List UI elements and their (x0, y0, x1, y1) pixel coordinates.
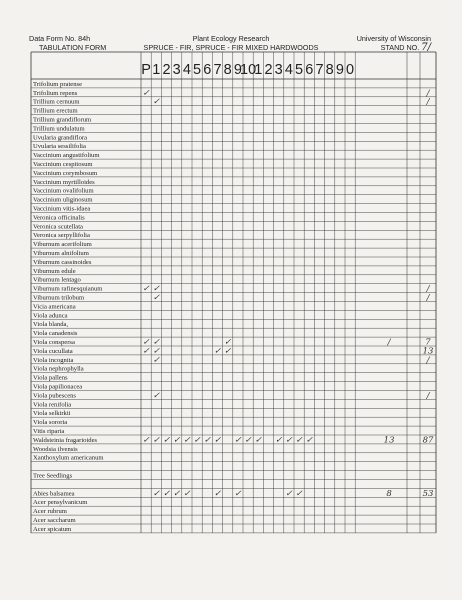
species-label: Viola pubescens (33, 392, 77, 400)
check-mark: ✓ (152, 488, 160, 499)
species-label: Woodsia ilvensis (33, 445, 78, 453)
column-header: 1 (254, 62, 263, 78)
check-mark: ✓ (213, 488, 222, 499)
check-mark: ✓ (183, 435, 191, 446)
species-label: Uvularia sessilifolia (33, 143, 86, 151)
species-label: Viola incognita (33, 356, 74, 364)
species-label: Vitis riparia (33, 428, 65, 435)
species-label: Waldsteinia fragarioides (33, 436, 98, 444)
check-mark: ✓ (152, 390, 160, 401)
check-mark: ✓ (224, 337, 232, 348)
column-header: 5 (193, 62, 202, 78)
check-mark: ✓ (193, 435, 201, 446)
species-label: Viburnum rafinesquianum (33, 285, 103, 293)
species-label: Viola renifolia (33, 401, 72, 409)
stand-value: 7/ (421, 42, 431, 53)
column-header: 7 (315, 62, 324, 78)
tally-frequency: 8 (386, 488, 392, 499)
check-mark: ✓ (142, 284, 150, 295)
check-mark: ✓ (275, 435, 283, 446)
species-label: Viola cucullata (33, 347, 73, 355)
column-header: 8 (223, 62, 232, 78)
species-label: Viburnum lentago (33, 276, 81, 284)
check-mark: ✓ (213, 346, 222, 357)
check-mark: ✓ (152, 97, 160, 108)
column-header: 3 (172, 62, 181, 78)
column-header: 4 (182, 62, 191, 78)
tally-frequency: 13 (383, 435, 395, 446)
species-label: Viola conspersa (33, 339, 75, 346)
tally-total: 53 (422, 488, 434, 499)
species-label: Vaccinium angustifolium (33, 152, 100, 160)
column-header: 6 (305, 62, 314, 78)
column-header: 2 (264, 62, 273, 78)
species-label: Acer pensylvanicum (33, 499, 88, 507)
species-label: Viola papilionacea (33, 383, 83, 391)
species-label: Trifolium pratense (33, 80, 83, 88)
species-label: Vaccinium corymbosum (33, 169, 98, 177)
check-mark: ✓ (234, 488, 242, 499)
species-label: Veronica scutellata (33, 223, 83, 231)
column-header: 7 (213, 62, 222, 78)
species-label: Trillium erectum (33, 107, 78, 115)
species-label: Trillium grandiflorum (33, 116, 92, 124)
check-mark: ✓ (285, 488, 293, 499)
column-header: 4 (284, 62, 293, 78)
check-mark: ✓ (142, 88, 150, 99)
column-header: P (141, 62, 151, 78)
species-label: Abies balsamea (33, 490, 75, 498)
check-mark: ✓ (173, 435, 181, 446)
check-mark: ✓ (142, 346, 150, 357)
species-label: Veronica officinalis (33, 214, 85, 222)
species-label: Viola canadensis (33, 330, 78, 338)
species-label: Viola adunca (33, 312, 68, 320)
check-mark: ✓ (203, 435, 211, 446)
check-mark: ✓ (152, 284, 160, 295)
tally-total: / (426, 284, 430, 295)
column-header: 2 (162, 62, 171, 78)
species-label: Viola selkirkii (33, 410, 71, 418)
tally-total: / (426, 390, 430, 401)
species-label: Vaccinium uliginosum (33, 196, 93, 204)
column-header: 9 (335, 62, 344, 78)
column-header: 10 (240, 62, 257, 78)
species-label: Xanthoxylum americanum (33, 454, 104, 462)
check-mark: ✓ (295, 488, 303, 499)
check-mark: ✓ (295, 435, 303, 446)
column-header: 3 (274, 62, 283, 78)
check-mark: ✓ (285, 435, 293, 446)
species-label: Vicia americana (33, 303, 76, 311)
species-label: Acer rubrum (33, 508, 67, 516)
species-label: Veronica serpyllifolia (33, 232, 90, 240)
species-label: Viburnum alnifolium (33, 250, 89, 257)
species-label: Viburnum edule (33, 267, 76, 275)
check-mark: ✓ (152, 435, 160, 446)
tally-frequency: / (387, 337, 391, 348)
species-label: Viola blanda, (33, 321, 69, 329)
species-label: Vaccinium vitis-idaea (33, 205, 91, 213)
form-number: Data Form No. 84h (29, 34, 91, 43)
check-mark: ✓ (213, 435, 222, 446)
species-label: Acer spicatum (33, 525, 72, 533)
species-label: Trifolium repens (33, 89, 78, 97)
species-label: Viola nephrophylla (33, 365, 84, 373)
column-header: 5 (295, 62, 304, 78)
tally-total: 7 (425, 337, 431, 348)
tally-total: / (426, 97, 430, 108)
tally-total: 87 (422, 435, 434, 446)
check-mark: ✓ (224, 346, 232, 357)
check-mark: ✓ (305, 435, 313, 446)
species-label: Viburnum trilobum (33, 294, 85, 302)
species-label: Viburnum acerifolium (33, 241, 92, 249)
check-mark: ✓ (152, 346, 160, 357)
tally-total: 13 (422, 346, 434, 357)
institution: University of Wisconsin (356, 34, 431, 43)
check-mark: ✓ (152, 293, 160, 303)
species-label: Viola sororia (33, 419, 68, 427)
column-header: 8 (325, 62, 334, 78)
tally-total: / (426, 88, 430, 99)
tally-total: / (426, 355, 430, 366)
form-title: Plant Ecology Research (192, 34, 270, 43)
stand-label: STAND NO. (380, 43, 420, 52)
species-label: Trillium undulatum (33, 125, 85, 133)
check-mark: ✓ (142, 337, 150, 348)
check-mark: ✓ (162, 435, 171, 446)
species-label: Viola pallens (33, 374, 68, 382)
species-label: Acer saccharum (33, 517, 76, 524)
species-label: Tree Seedlings (33, 472, 73, 480)
check-mark: ✓ (142, 435, 150, 446)
column-header: 6 (203, 62, 212, 78)
column-header: 0 (346, 62, 355, 78)
check-mark: ✓ (244, 435, 252, 446)
species-label: Trillium cernuum (33, 98, 80, 106)
species-label: Vaccinium cespitosum (33, 161, 93, 168)
species-label: Vaccinium ovalifolium (33, 187, 94, 195)
check-mark: ✓ (152, 337, 160, 348)
check-mark: ✓ (173, 488, 181, 499)
column-header: 9 (233, 62, 242, 78)
species-label: Vaccinium myrtilloides (33, 178, 95, 186)
tally-total: / (426, 293, 430, 303)
column-header: 1 (152, 62, 161, 78)
check-mark: ✓ (152, 355, 160, 366)
form-type: TABULATION FORM (39, 43, 107, 52)
check-mark: ✓ (234, 435, 242, 446)
form-subtitle: SPRUCE - FIR, SPRUCE - FIR MIXED HARDWOODS (143, 43, 319, 52)
check-mark: ✓ (162, 488, 171, 499)
species-label: Uvularia grandiflora (33, 134, 88, 142)
check-mark: ✓ (183, 488, 191, 499)
species-label: Viburnum cassinoides (33, 258, 92, 266)
check-mark: ✓ (254, 435, 262, 446)
